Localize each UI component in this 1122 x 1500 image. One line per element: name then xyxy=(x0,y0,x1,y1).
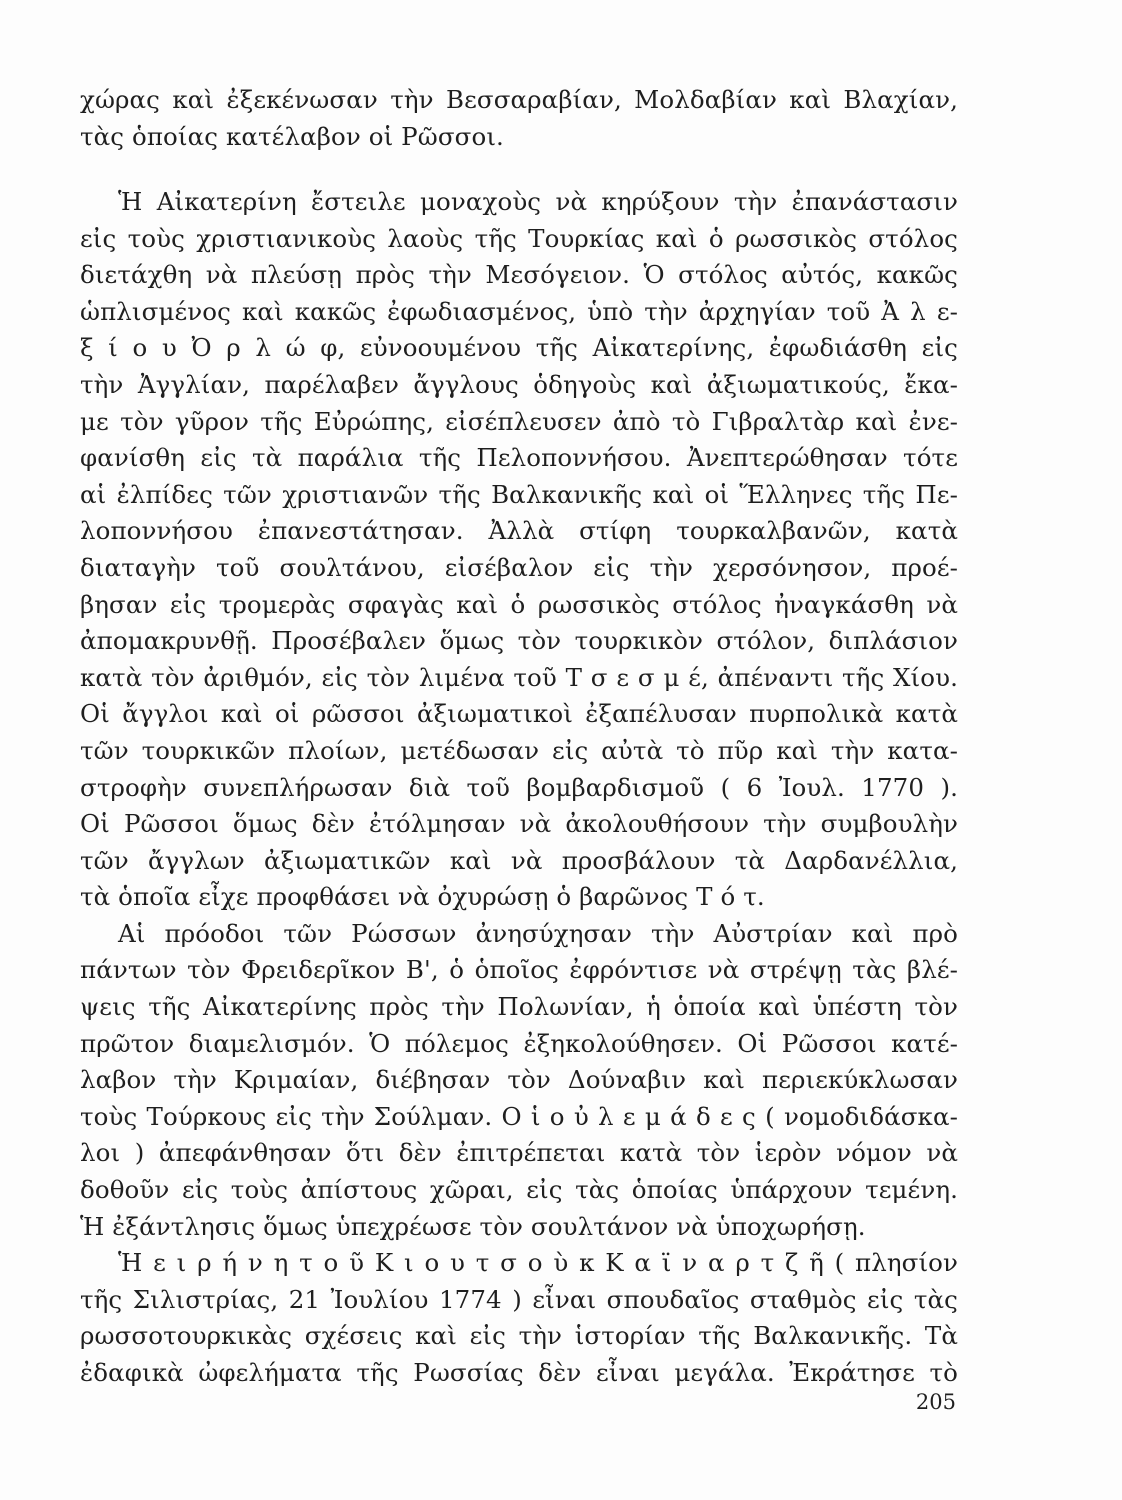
opening-paragraph xyxy=(80,82,958,155)
main-text xyxy=(80,184,958,1392)
text-line: τῶν ἄγγλων ἀξιωματικῶν καὶ νὰ προσβάλουν τὰ Δαρδανέλλια, xyxy=(80,845,958,875)
text-line: με τὸν γῦρον τῆς Εὐρώπης, εἰσέπλευσεν ἀπὸ τὸ Γιβραλτὰρ καὶ ἐνε- xyxy=(80,406,958,436)
text-line: αἱ ἐλπίδες τῶν χριστιανῶν τῆς Βαλκανικῆς καὶ οἱ Ἕλληνες τῆς Πε- xyxy=(80,479,958,509)
text-line: τὰς ὁποίας κατέλαβον οἱ Ρῶσσοι. xyxy=(80,121,504,151)
text-line: διετάχθη νὰ πλεύσῃ πρὸς τὴν Μεσόγειον. Ὁ στόλος αὐτός, κακῶς xyxy=(80,260,958,290)
text-line: ὡπλισμένος καὶ κακῶς ἐφωδιασμένος, ὑπὸ τὴν ἀρχηγίαν τοῦ Ἀ λ ε- xyxy=(80,296,958,326)
text-line: δοθοῦν εἰς τοὺς ἀπίστους χῶραι, εἰς τὰς ὁποίας ὑπάρχουν τεμένη. xyxy=(80,1175,958,1205)
text-line: στροφὴν συνεπλήρωσαν διὰ τοῦ βομβαρδισμοῦ ( 6 Ἰουλ. 1770 ). xyxy=(80,772,958,802)
text-line: βησαν εἰς τρομερὰς σφαγὰς καὶ ὁ ρωσσικὸς στόλος ἠναγκάσθη νὰ xyxy=(80,589,958,619)
text-line: πάντων τὸν Φρειδερῖκον Β', ὁ ὁποῖος ἐφρόντισε νὰ στρέψῃ τὰς βλέ- xyxy=(80,955,958,985)
text-line: Αἱ πρόοδοι τῶν Ρώσσων ἀνησύχησαν τὴν Αὐστρίαν καὶ πρὸ xyxy=(118,918,958,948)
text-line: ἐδαφικὰ ὠφελήματα τῆς Ρωσσίας δὲν εἶναι μεγάλα. Ἐκράτησε τὸ xyxy=(80,1358,958,1387)
text-line: τῆς Σιλιστρίας, 21 Ἰουλίου 1774 ) εἶναι σπουδαῖος σταθμὸς εἰς τὰς xyxy=(80,1284,958,1314)
text-line: λαβον τὴν Κριμαίαν, διέβησαν τὸν Δούναβιν καὶ περιεκύκλωσαν xyxy=(80,1065,958,1095)
text-line: ψεις τῆς Αἰκατερίνης πρὸς τὴν Πολωνίαν, ἡ ὁποία καὶ ὑπέστη τὸν xyxy=(80,992,958,1022)
text-line: Ἡ ε ι ρ ή ν η τ ο ῦ Κ ι ο υ τ σ ο ὺ κ Κ α ϊ ν α ρ τ ζ ῆ ( πλησίον xyxy=(118,1248,958,1278)
page-number: 205 xyxy=(915,1390,956,1414)
text-line: τοὺς Τούρκους εἰς τὴν Σούλμαν. Ο ἱ ο ὐ λ ε μ ά δ ε ς ( νομοδιδάσκα- xyxy=(80,1101,958,1131)
text-line: διαταγὴν τοῦ σουλτάνου, εἰσέβαλον εἰς τὴν χερσόνησον, προέ- xyxy=(80,552,958,582)
text-line: κατὰ τὸν ἀριθμόν, εἰς τὸν λιμένα τοῦ Τ σ ε σ μ έ, ἀπέναντι τῆς Χίου. xyxy=(80,662,958,692)
text-line: ξ ί ο υ Ὀ ρ λ ώ φ, εὐνοουμένου τῆς Αἰκατερίνης, ἐφωδιάσθη εἰς xyxy=(80,333,958,363)
text-line: φανίσθη εἰς τὰ παράλια τῆς Πελοποννήσου. Ἀνεπτερώθησαν τότε xyxy=(80,443,958,473)
text-line: λοποννήσου ἐπανεστάτησαν. Ἀλλὰ στίφη τουρκαλβανῶν, κατὰ xyxy=(80,516,958,546)
text-line: Ἡ Αἰκατερίνη ἔστειλε μοναχοὺς νὰ κηρύξουν τὴν ἐπανάστασιν xyxy=(118,187,958,216)
text-line: ἀπομακρυνθῇ. Προσέβαλεν ὅμως τὸν τουρκικὸν στόλον, διπλάσιον xyxy=(80,626,958,656)
text-line: ρωσσοτουρκικὰς σχέσεις καὶ εἰς τὴν ἱστορίαν τῆς Βαλκανικῆς. Τὰ xyxy=(80,1321,958,1351)
text-line: χώρας καὶ ἐξεκένωσαν τὴν Βεσσαραβίαν, Μολδαβίαν καὶ Βλαχίαν, xyxy=(80,85,958,114)
text-line: πρῶτον διαμελισμόν. Ὁ πόλεμος ἐξηκολούθησεν. Οἱ Ρῶσσοι κατέ- xyxy=(80,1028,958,1058)
text-line: τὰ ὁποῖα εἶχε προφθάσει νὰ ὀχυρώσῃ ὁ βαρῶνος Τ ό τ. xyxy=(80,882,765,912)
text-line: τῶν τουρκικῶν πλοίων, μετέδωσαν εἰς αὐτὰ τὸ πῦρ καὶ τὴν κατα- xyxy=(80,735,958,765)
text-line: Οἱ ἄγγλοι καὶ οἱ ρῶσσοι ἀξιωματικοὶ ἐξαπέλυσαν πυρπολικὰ κατὰ xyxy=(80,699,958,729)
text-line: τὴν Ἀγγλίαν, παρέλαβεν ἄγγλους ὁδηγοὺς καὶ ἀξιωματικούς, ἔκα- xyxy=(80,369,958,399)
text-line: Οἱ Ρῶσσοι ὅμως δὲν ἐτόλμησαν νὰ ἀκολουθήσουν τὴν συμβουλὴν xyxy=(80,809,958,839)
text-line: Ἡ ἐξάντλησις ὅμως ὑπεχρέωσε τὸν σουλτάνον νὰ ὑποχωρήσῃ. xyxy=(80,1211,866,1241)
text-line: λοι ) ἀπεφάνθησαν ὅτι δὲν ἐπιτρέπεται κατὰ τὸν ἱερὸν νόμον νὰ xyxy=(80,1138,958,1168)
text-line: εἰς τοὺς χριστιανικοὺς λαοὺς τῆς Τουρκίας καὶ ὁ ρωσσικὸς στόλος xyxy=(80,223,958,253)
